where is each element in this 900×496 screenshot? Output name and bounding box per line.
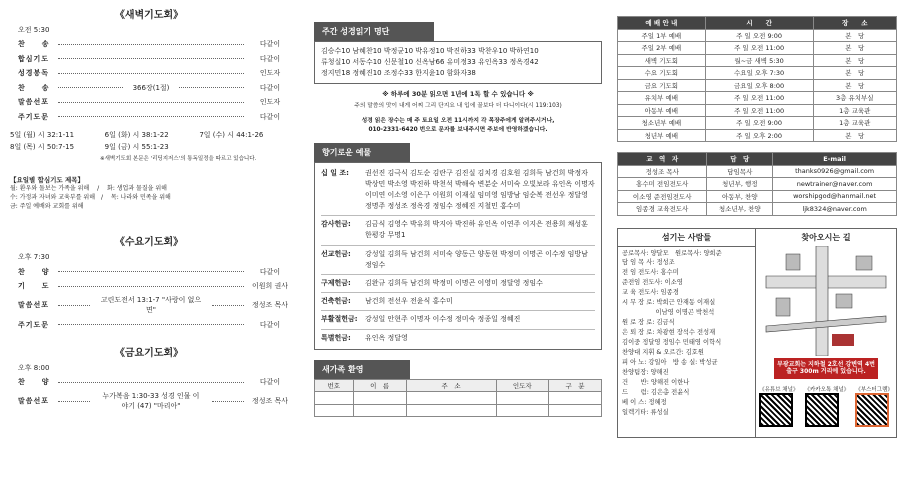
reading-title: 주간 성경읽기 명단 [314, 22, 434, 41]
bible-day: 8일 (목) 시 50:7-15 [10, 143, 75, 151]
order-row [4, 81, 294, 96]
offering-kind: 감사헌금: [321, 220, 351, 229]
order-row [4, 66, 294, 81]
table-row [618, 203, 897, 216]
newfamily-table [314, 379, 602, 418]
prayer-title: 【요일별 합심기도 제목】 [10, 176, 85, 184]
offering-names: 강성일 안현주 이명자 이수정 정미숙 정종일 정혜진 [365, 315, 521, 324]
prayer-topics [4, 176, 294, 211]
order-row [4, 110, 294, 125]
table-header: 장 소 [813, 17, 896, 30]
order-middle: 누가복음 1:30-33 성경 인물 이야기 (47) "마리아" [102, 392, 200, 411]
table-cell: 주 일 오후 2:00 [705, 129, 813, 142]
order-row [4, 37, 294, 52]
table-cell: 아동부, 찬양 [707, 190, 773, 203]
order-leader: 다같이 [259, 320, 281, 329]
table-cell: 주일 2부 예배 [618, 42, 706, 55]
offering-names: 남건희 전선우 전윤식 홍수미 [365, 297, 453, 306]
order-label: 찬 양 [18, 267, 50, 276]
map-image [756, 246, 896, 356]
reading-note1: ※ 하루에 30분 읽으면 1년에 1독 할 수 있습니다 ※ [382, 89, 534, 98]
table-cell: 청년부 예배 [618, 129, 706, 142]
qr-row [756, 385, 896, 429]
table-cell: 3층 유치부실 [813, 92, 896, 105]
table-cell: 본 당 [813, 29, 896, 42]
table-cell: 본 당 [813, 54, 896, 67]
offering-kind: 부활절헌금: [321, 315, 358, 324]
staff-table [617, 152, 897, 216]
dawn-order [4, 37, 294, 124]
prayer-line: 수: 가정과 자녀와 교육부를 위해 / 목: 나라와 민족을 위해 [10, 194, 171, 202]
middle-column [314, 0, 602, 496]
table-cell: 금요일 오후 8:00 [705, 79, 813, 92]
order-label: 성경봉독 [18, 69, 50, 78]
offering-item [321, 330, 595, 347]
offering-kind: 십 일 조: [321, 168, 349, 177]
offering-item [321, 275, 595, 293]
table-row [618, 190, 897, 203]
table-row [618, 178, 897, 191]
kakao-qr-icon[interactable] [805, 393, 839, 427]
server-line: 원 로 장 로: 김금식 [622, 319, 675, 327]
table-cell: thanks0926@gmail.com [773, 165, 897, 178]
server-line: 피 아 노: 강일아 방 송 실: 박성균 [622, 358, 718, 366]
offering-names: 김완규 김희득 남건희 박정미 이명곤 이영미 정달영 정임수 [365, 279, 543, 288]
dawn-title: 《새벽기도회》 [114, 10, 184, 21]
order-dots [58, 58, 244, 59]
table-row [618, 104, 897, 117]
table-header: 주 소 [406, 379, 496, 392]
table-cell: 수요 기도회 [618, 67, 706, 80]
table-cell: 금요 기도회 [618, 79, 706, 92]
dawn-bible-schedule [4, 130, 294, 152]
server-line: 일렉기타: 류성실 [622, 408, 669, 416]
map-church-label: 부광교회 [838, 348, 860, 355]
order-row [4, 264, 294, 279]
table-cell: 청년부, 행정 [707, 178, 773, 191]
server-line: 드 럼: 김은총 전윤식 [622, 388, 690, 396]
order-dots [58, 382, 244, 383]
order-leader: 인도자 [259, 69, 281, 78]
server-line: 전 임 전도사: 홍수미 [622, 269, 679, 277]
table-cell: ljk8324@naver.com [773, 203, 897, 216]
offering-names: 권선진 김극식 김도순 김란구 김진실 김치경 김호원 김희득 남건희 박정자 박상민 박소영 박진하 박천석 박해숙 변분순 서미숙 오빛보라 유인옥 이명자 이미연 이소영 이은구 이원희 이재실 임미영 임방남 임순복 전선우 정달영 정명주 정성조 정옥경 정임수 정혜진 지철민 홍수미 [365, 168, 595, 211]
prayer-line: 금: 주일 예배와 교회를 위해 [10, 202, 84, 210]
map-title: 찾아오시는 길 [801, 232, 851, 242]
order-label: 말씀선포 [18, 397, 50, 406]
table-cell: 1층 교육관 [813, 117, 896, 130]
order-leader: 정성조 목사 [251, 397, 289, 406]
order-leader: 다같이 [259, 54, 281, 63]
order-row [4, 279, 294, 294]
offering-item [321, 311, 595, 329]
order-dots [58, 116, 244, 117]
server-line: 담 임 목 사: 정성조 [622, 259, 675, 267]
fri-time: 오후 8:00 [18, 363, 50, 372]
bottom-box [617, 228, 897, 438]
order-leader: 다같이 [259, 83, 281, 92]
bible-day: 7일 (수) 시 44:1-26 [199, 131, 264, 139]
server-line: 은 퇴 장 로: 차광현 장석수 전성재 [622, 329, 716, 336]
table-cell: 홍수미 전임전도사 [618, 178, 707, 191]
order-leader: 이원희 권사 [251, 282, 289, 291]
left-column [4, 0, 294, 496]
offering-item [321, 216, 595, 245]
offering-names: 김금식 김영수 박유희 박지아 박진하 유인옥 이연주 이지은 전용희 채성훈 한평강 무명1 [365, 220, 588, 240]
worship-table [617, 16, 897, 142]
reading-line: 정지민18 정혜진10 조정수33 한지윤10 함화자38 [321, 68, 476, 77]
table-header: 교 역 자 [618, 153, 707, 166]
table-cell: 주 일 오전 11:00 [705, 92, 813, 105]
servers-title: 섬기는 사람들 [618, 229, 755, 247]
server-line: 준전임 전도사: 이소영 [622, 279, 683, 287]
table-cell: 본 당 [813, 79, 896, 92]
order-leader: 다같이 [259, 267, 281, 276]
servers-box [618, 229, 756, 437]
table-cell: 본 당 [813, 67, 896, 80]
order-row [4, 95, 294, 110]
server-line: 베 이 스: 정혜정 [622, 398, 667, 406]
order-label: 합심기도 [18, 54, 50, 63]
order-row [4, 375, 294, 390]
server-line: 건 반: 양해진 이한나 [622, 378, 690, 386]
order-row [4, 52, 294, 67]
table-cell: worshipgod@hanmail.net [773, 190, 897, 203]
table-header: 이 름 [353, 379, 406, 392]
table-header: 인도자 [496, 379, 548, 392]
order-label: 찬 송 [18, 83, 50, 92]
server-line: 김이중 정달영 정임수 민태영 이학식 [622, 338, 722, 346]
bible-day: 9일 (금) 시 55:1-23 [104, 143, 169, 151]
wed-order [4, 264, 294, 332]
table-cell: 주 일 오전 11:00 [705, 42, 813, 55]
table-cell: newtrainer@naver.com [773, 178, 897, 191]
order-dots [58, 401, 90, 402]
table-cell: 본 당 [813, 42, 896, 55]
right-column [617, 0, 897, 496]
table-cell: 수요일 오후 7:30 [705, 67, 813, 80]
order-leader: 인도자 [259, 98, 281, 107]
order-dots [212, 401, 244, 402]
fri-order [4, 375, 294, 414]
order-dots [58, 44, 244, 45]
qr-label: 《부스터그램》 [855, 387, 893, 394]
instagram-qr-icon[interactable] [855, 393, 889, 427]
newfamily-title: 새가족 환영 [314, 360, 410, 379]
table-row [618, 117, 897, 130]
table-header: 번호 [315, 379, 354, 392]
order-dots [212, 305, 244, 306]
wed-time: 오후 7:30 [18, 253, 50, 262]
table-cell: 새벽 기도회 [618, 54, 706, 67]
order-label: 말씀선포 [18, 98, 50, 107]
reading-list [314, 41, 602, 84]
order-label: 찬 양 [18, 378, 50, 387]
table-cell: 담임목사 [707, 165, 773, 178]
table-header: 구 분 [549, 379, 602, 392]
offering-names: 강성일 김희득 남건희 서미숙 양동근 양동현 박정미 이명곤 이수정 임방남 정임수 [365, 249, 588, 269]
offering-title: 향기로운 예물 [314, 143, 410, 162]
table-cell: 주 일 오전 9:00 [705, 117, 813, 130]
table-row [618, 42, 897, 55]
table-cell: 아동부 예배 [618, 104, 706, 117]
table-cell: 주 일 오전 9:00 [705, 29, 813, 42]
table-cell: 청소년부, 찬양 [707, 203, 773, 216]
order-dots [58, 87, 123, 88]
order-middle: 366장(1절) [132, 83, 170, 92]
order-leader: 정성조 목사 [251, 301, 289, 310]
order-label: 기 도 [18, 282, 50, 291]
order-leader: 다같이 [259, 378, 281, 387]
order-row [4, 389, 294, 413]
table-header: E-mail [773, 153, 897, 166]
map-caption: 부광교회는 지하철 2호선 강변역 4번출구 300m 거리에 있습니다. [774, 358, 878, 380]
bible-note: ※새벽기도회 본문은 '리딩지저스'의 통독일정을 따르고 있습니다. [100, 156, 257, 162]
order-label: 주기도문 [18, 112, 50, 121]
table-header: 예 배 안 내 [618, 17, 706, 30]
order-dots [179, 87, 244, 88]
table-header: 담 당 [707, 153, 773, 166]
offering-item [321, 293, 595, 311]
reading-note2: 주의 말씀의 맛이 내게 어찌 그리 단지요 내 입에 꿀보다 더 다니이다(시 119:103) [354, 102, 562, 109]
table-cell: 본 당 [813, 129, 896, 142]
fri-title: 《금요기도회》 [114, 347, 184, 359]
reading-note4: 010-2331-6420 번으로 문자를 보내주시면 주보에 반영하겠습니다. [368, 126, 548, 133]
bible-day [199, 142, 294, 152]
offering-item [321, 165, 595, 217]
order-label: 찬 송 [18, 40, 50, 49]
server-line: 교 육 전도사: 임종경 [622, 289, 679, 297]
table-cell: 주 일 오전 11:00 [705, 104, 813, 117]
table-cell: 이소영 준전임전도사 [618, 190, 707, 203]
offering-kind: 선교헌금: [321, 249, 351, 258]
table-cell: 정성조 목사 [618, 165, 707, 178]
order-dots [58, 286, 244, 287]
qr-label: 《카카오톡 채널》 [804, 387, 850, 394]
offering-kind: 특별헌금: [321, 333, 351, 342]
servers-list [618, 247, 755, 420]
order-middle: 고린도전서 13:1-7 "사랑이 없으면" [100, 296, 202, 315]
order-dots [58, 271, 244, 272]
prayer-line: 월: 환우와 돌보는 가족을 위해 / 화: 생업과 물질을 위해 [10, 185, 167, 193]
wed-title: 《수요기도회》 [114, 237, 184, 249]
table-cell: 유치부 예배 [618, 92, 706, 105]
map-box [756, 229, 896, 437]
reading-line: 류청실10 서동수10 신문철10 신옥남66 유미정33 유인옥33 정옥경42 [321, 57, 539, 66]
offering-item [321, 246, 595, 275]
table-cell: 임종경 교육전도사 [618, 203, 707, 216]
table-cell: 1층 교육관 [813, 104, 896, 117]
table-row [618, 29, 897, 42]
order-label: 말씀선포 [18, 301, 50, 310]
table-cell: 월~금 새벽 5:30 [705, 54, 813, 67]
server-line: 찬양팀장: 양해진 [622, 368, 669, 376]
server-line: 시 무 장 로: 박희근 안재동 이재실 [622, 299, 716, 307]
order-label: 주기도문 [18, 320, 50, 329]
table-row [618, 165, 897, 178]
server-line: 이남영 이명곤 박천석 [622, 309, 715, 317]
bible-day: 6일 (화) 시 38:1-22 [104, 131, 169, 139]
table-cell: 청소년부 예배 [618, 117, 706, 130]
order-dots [58, 305, 90, 306]
table-row [618, 67, 897, 80]
order-dots [58, 73, 244, 74]
bible-day: 5일 (월) 시 32:1-11 [10, 131, 75, 139]
offering-kind: 구제헌금: [321, 279, 351, 288]
offering-list [314, 162, 602, 350]
dawn-time: 오전 5:30 [18, 26, 50, 34]
qr-label: 《유튜브 채널》 [759, 387, 799, 394]
order-dots [58, 324, 244, 325]
offering-names: 유인옥 정달영 [365, 333, 408, 342]
order-row [4, 317, 294, 332]
reading-line: 김승수10 남혜찬10 박정균10 박유정10 박진하33 박찬우10 박하연10 [321, 47, 539, 55]
table-cell: 주일 1부 예배 [618, 29, 706, 42]
reading-note3: 성경 읽은 장수는 매 주 토요일 오전 11시까지 각 목장주에게 알려주시거나, [361, 117, 555, 124]
table-row [618, 79, 897, 92]
server-line: 찬양대 지휘 & 오르간: 김호원 [622, 348, 704, 356]
order-leader: 다같이 [259, 40, 281, 49]
offering-kind: 건축헌금: [321, 297, 351, 306]
youtube-qr-icon[interactable] [759, 393, 793, 427]
table-row [618, 54, 897, 67]
order-leader: 다같이 [259, 112, 281, 121]
table-row [618, 129, 897, 142]
server-line: 공로목사: 양달모 원로목사: 양희준 [622, 249, 722, 257]
table-header: 시 간 [705, 17, 813, 30]
table-row [618, 92, 897, 105]
order-dots [58, 102, 244, 103]
order-row [4, 293, 294, 317]
